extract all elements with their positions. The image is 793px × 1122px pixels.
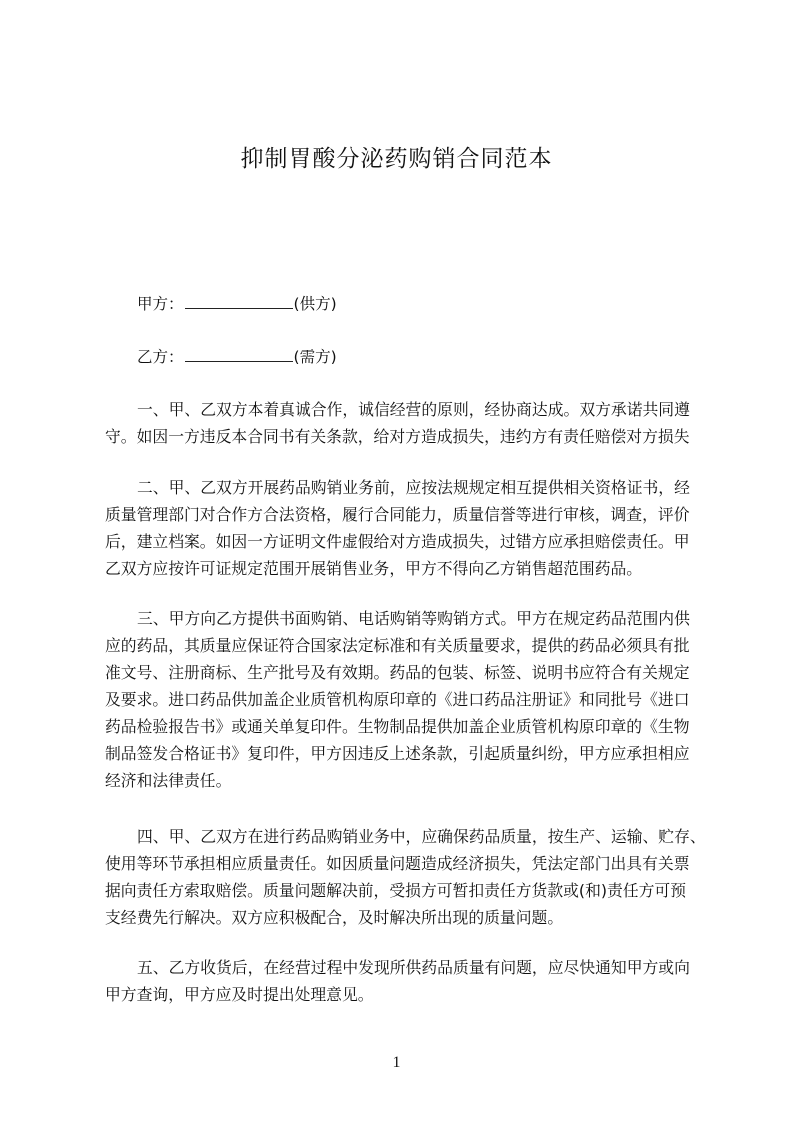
clause-line: 五、乙方收货后，在经营过程中发现所供药品质量有问题，应尽快通知甲方或向 [137, 958, 690, 977]
clause-line: 四、甲、乙双方在进行药品购销业务中，应确保药品质量，按生产、运输、贮存、 [137, 827, 706, 846]
document-title: 抑制胃酸分泌药购销合同范本 [240, 146, 553, 172]
clause-line: 二、甲、乙双方开展药品购销业务前，应按法规规定相互提供相关资格证书，经 [137, 478, 690, 497]
clause-line: 守。如因一方违反本合同书有关条款，给对方造成损失，违约方有责任赔偿对方损失 [105, 427, 690, 446]
clause-1 [105, 396, 705, 450]
clause-5 [105, 954, 705, 1008]
clause-line: 乙双方应按许可证规定范围开展销售业务，甲方不得向乙方销售超范围药品。 [105, 559, 643, 578]
clause-line: 药品检验报告书》或通关单复印件。生物制品提供加盖企业质管机构原印章的《生物 [105, 717, 690, 736]
clause-line: 及要求。进口药品供加盖企业质管机构原印章的《进口药品注册证》和同批号《进口 [105, 690, 690, 709]
party-b-label: 乙方： [137, 348, 184, 366]
clause-line: 后，建立档案。如因一方证明文件虚假给对方造成损失，过错方应承担赔偿责任。甲 [105, 532, 690, 551]
clause-4 [105, 823, 705, 931]
clause-line: 使用等环节承担相应质量责任。如因质量问题造成经济损失，凭法定部门出具有关票 [105, 854, 690, 873]
clause-3 [105, 605, 705, 794]
clause-line: 三、甲方向乙方提供书面购销、电话购销等购销方式。甲方在规定药品范围内供 [137, 609, 690, 628]
clause-line: 一、甲、乙双方本着真诚合作，诚信经营的原则，经协商达成。双方承诺共同遵 [137, 400, 690, 419]
clause-line: 应的药品，其质量应保证符合国家法定标准和有关质量要求，提供的药品必须具有批 [105, 636, 690, 655]
clause-line: 经济和法律责任。 [105, 771, 232, 790]
clause-line: 据向责任方索取赔偿。质量问题解决前，受损方可暂扣责任方货款或(和)责任方可预 [105, 881, 687, 900]
party-a-line [137, 292, 337, 314]
clause-line: 准文号、注册商标、生产批号及有效期。药品的包装、标签、说明书应符合有关规定 [105, 663, 690, 682]
party-a-label: 甲方： [137, 295, 184, 313]
clause-line: 支经费先行解决。双方应积极配合，及时解决所出现的质量问题。 [105, 908, 564, 927]
party-b-blank[interactable] [185, 347, 293, 362]
clause-2 [105, 474, 705, 582]
party-a-blank[interactable] [185, 294, 293, 309]
clause-line: 甲方查询，甲方应及时提出处理意见。 [105, 985, 374, 1004]
page-number: 1 [392, 1054, 401, 1071]
party-b-line [137, 345, 337, 367]
clause-line: 制品签发合格证书》复印件，甲方因违反上述条款，引起质量纠纷，甲方应承担相应 [105, 744, 690, 763]
party-a-role: (供方) [293, 295, 337, 313]
party-b-role: (需方) [293, 348, 337, 366]
clause-line: 质量管理部门对合作方合法资格，履行合同能力，质量信誉等进行审核，调查，评价 [105, 505, 690, 524]
